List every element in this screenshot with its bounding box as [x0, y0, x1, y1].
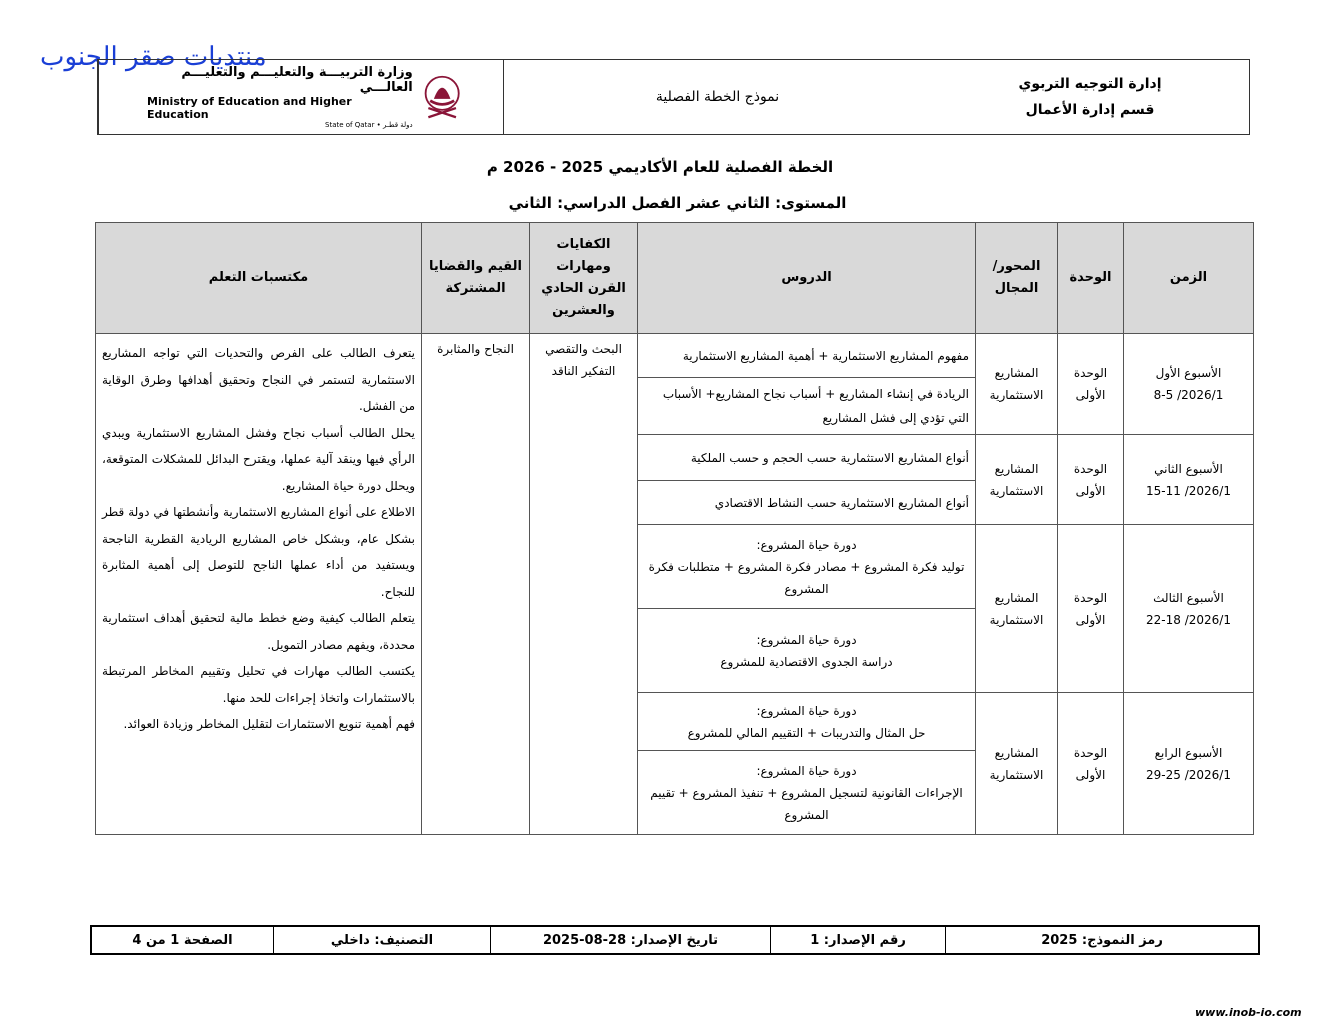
- week-time-cell: [1124, 334, 1254, 435]
- footer-version: رقم الإصدار: 1: [770, 927, 945, 953]
- ministry-logo-cell: [98, 60, 503, 134]
- department-name: إدارة التوجيه التربوي: [1018, 76, 1162, 92]
- axis-cell: المشاريع الاستثمارية: [976, 693, 1058, 835]
- header-time: الزمن: [1124, 223, 1254, 334]
- outcome-item: يحلل الطالب أسباب نجاح وفشل المشاريع الاستثمارية ويبدي الرأي فيها وينقد آلية عملها، ويقترح البدائل للمشكلات المتوقعة، ويحلل دورة حياة المشاريع.: [102, 425, 415, 493]
- header-lessons: الدروس: [638, 223, 976, 334]
- axis-cell: المشاريع الاستثمارية: [976, 525, 1058, 693]
- week-date: 2026/1/ 8-5: [1153, 388, 1224, 402]
- outcome-item: يكتسب الطالب مهارات في تحليل وتقييم المخاطر المرتبطة بالاستثمارات واتخاذ إجراءات للحد منها.: [102, 664, 415, 705]
- outcome-item: الاطلاع على أنواع المشاريع الاستثمارية وأنشطتها في دولة قطر بشكل عام، وبشكل خاص المشاريع الريادية القطرية الناجحة ويستفيد من أداء عملها الناجح للتوصل إلى أهمية المثابرة للنجاح.: [102, 505, 415, 599]
- document-header: [97, 59, 1250, 135]
- qatar-emblem-icon: [421, 69, 463, 125]
- values-cell: النجاح والمثابرة: [422, 334, 530, 835]
- week-date: 2026/1/ 22-18: [1146, 612, 1231, 627]
- section-name: قسم إدارة الأعمال: [1025, 102, 1155, 118]
- lesson-cell: مفهوم المشاريع الاستثمارية + أهمية المشاريع الاستثمارية: [638, 334, 976, 378]
- site-url: www.inob-io.com: [1195, 1006, 1302, 1019]
- week-date: 2026/1/ 29-25: [1146, 767, 1231, 782]
- unit-cell: الوحدة الأولى: [1058, 435, 1124, 525]
- watermark-text: منتديات صقر الجنوب: [40, 42, 267, 72]
- lesson-cell: دورة حياة المشروع: حل المثال والتدريبات + التقييم المالي للمشروع: [638, 693, 976, 751]
- week-time-cell: [1124, 693, 1254, 835]
- week-time-cell: [1124, 525, 1254, 693]
- lesson-cell: دورة حياة المشروع: توليد فكرة المشروع + مصادر فكرة المشروع + متطلبات فكرة المشروع: [638, 525, 976, 609]
- state-name: State of Qatar • دولة قطـر: [325, 121, 413, 129]
- ministry-name-ar: وزارة التربيـــة والتعليـــم والتعليـــم العالـــي: [181, 65, 413, 95]
- plan-title: الخطة الفصلية للعام الأكاديمي 2025 - 2026 م: [486, 158, 834, 176]
- week-time-cell: [1124, 435, 1254, 525]
- outcomes-cell: [96, 334, 422, 835]
- lesson-cell: دورة حياة المشروع: الإجراءات القانونية لتسجيل المشروع + تنفيذ المشروع + تقييم المشروع: [638, 751, 976, 835]
- lesson-cell: أنواع المشاريع الاستثمارية حسب النشاط الاقتصادي: [638, 481, 976, 525]
- plan-level: المستوى: الثاني عشر الفصل الدراسي: الثاني: [508, 194, 847, 212]
- outcome-item: يتعلم الطالب كيفية وضع خطط مالية لتحقيق أهداف استثمارية محددة، ويفهم مصادر التمويل.: [102, 611, 415, 652]
- outcome-item: يتعرف الطالب على الفرص والتحديات التي تواجه المشاريع الاستثمارية لتستمر في النجاح وتحقيق أهدافها وطرق الوقاية من الفشل.: [102, 346, 415, 413]
- unit-cell: الوحدة الأولى: [1058, 525, 1124, 693]
- week-name: الأسبوع الرابع: [1154, 745, 1223, 760]
- footer-issue-date: تاريخ الإصدار: 28-08-2025: [490, 927, 770, 953]
- week-name: الأسبوع الثاني: [1154, 461, 1223, 476]
- ministry-name-en: Ministry of Education and Higher Education: [147, 95, 352, 121]
- skills-cell: البحث والتقصي التفكير الناقد: [530, 334, 638, 835]
- header-unit: الوحدة: [1058, 223, 1124, 334]
- table-row: [96, 334, 1254, 378]
- lesson-cell: أنواع المشاريع الاستثمارية حسب الحجم و حسب الملكية: [638, 435, 976, 481]
- semester-plan-table: [95, 222, 1254, 835]
- form-name: نموذج الخطة الفصلية: [503, 60, 931, 134]
- document-footer: [90, 925, 1260, 955]
- footer-page-number: الصفحة 1 من 4: [132, 932, 233, 948]
- unit-cell: الوحدة الأولى: [1058, 693, 1124, 835]
- lesson-cell: الريادة في إنشاء المشاريع + أسباب نجاح المشاريع+ الأسباب التي تؤدي إلى فشل المشاريع: [638, 378, 976, 435]
- footer-classification: التصنيف: داخلي: [273, 927, 490, 953]
- header-skills: الكفايات ومهارات القرن الحادي والعشرين: [530, 223, 638, 334]
- header-outcomes: مكتسبات التعلم: [96, 223, 422, 334]
- week-name: الأسبوع الثالث: [1153, 590, 1224, 605]
- department-cell: [931, 60, 1249, 134]
- header-axis: المحور/ المجال: [976, 223, 1058, 334]
- header-values: القيم والقضايا المشتركة: [422, 223, 530, 334]
- ministry-logo: [147, 65, 463, 129]
- table-header-row: [96, 223, 1254, 334]
- axis-cell: المشاريع الاستثمارية: [976, 435, 1058, 525]
- week-name: الأسبوع الأول: [1155, 366, 1222, 380]
- outcome-item: فهم أهمية تنويع الاستثمارات لتقليل المخاطر وزيادة العوائد.: [123, 717, 415, 731]
- ministry-logo-text: [147, 65, 413, 129]
- footer-form-code: رمز النموذج: 2025: [945, 927, 1258, 953]
- axis-cell: المشاريع الاستثمارية: [976, 334, 1058, 435]
- week-date: 2026/1/ 15-11: [1146, 483, 1231, 498]
- unit-cell: الوحدة الأولى: [1058, 334, 1124, 435]
- lesson-cell: دورة حياة المشروع: دراسة الجدوى الاقتصادية للمشروع: [638, 609, 976, 693]
